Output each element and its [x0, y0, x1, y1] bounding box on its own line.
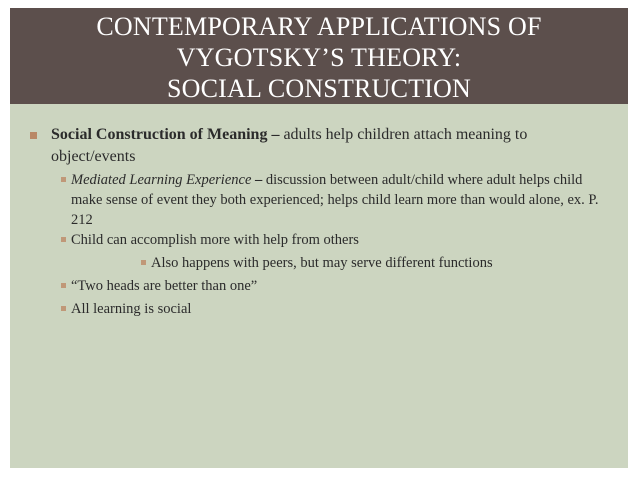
square-bullet-icon — [141, 260, 146, 265]
title-line-2: VYGOTSKY’S THEORY: — [176, 43, 462, 72]
title-line-1: CONTEMPORARY APPLICATIONS OF — [96, 12, 542, 41]
slide-title — [10, 8, 628, 104]
sub-bullet-text: Child can accomplish more with help from others — [71, 232, 359, 248]
sub-bullet-dash: – — [255, 172, 263, 188]
sub-bullet-all-learning-social — [71, 299, 617, 319]
title-line-3: SOCIAL CONSTRUCTION — [166, 74, 472, 103]
square-bullet-icon — [61, 177, 66, 182]
sub-bullet-text: All learning is social — [71, 301, 192, 317]
sub-bullet-help-from-others — [71, 230, 617, 250]
sub-bullet-text: “Two heads are better than one” — [71, 278, 258, 294]
square-bullet-icon — [30, 132, 37, 139]
square-bullet-icon — [61, 283, 66, 288]
sub-bullet-text: discussion between adult/child where adult helps child make sense of event they both experienced; helps child learn more than would alone, ex. P. 212 — [71, 172, 599, 228]
square-bullet-icon — [61, 237, 66, 242]
sub-bullet-two-heads — [71, 276, 617, 296]
slide-content — [10, 104, 628, 468]
main-bullet-text: adults help children attach meaning to object/events — [51, 126, 528, 165]
sub-bullet-mediated-learning — [71, 170, 617, 230]
square-bullet-icon — [61, 306, 66, 311]
sub-bullet-term: Mediated Learning Experience — [71, 172, 252, 188]
main-bullet-dash: – — [271, 126, 280, 143]
sub-bullet-text: Also happens with peers, but may serve different functions — [151, 255, 493, 271]
main-bullet-term: Social Construction of Meaning — [51, 126, 268, 143]
main-bullet — [38, 124, 611, 168]
sub-bullet-peers — [151, 253, 617, 273]
